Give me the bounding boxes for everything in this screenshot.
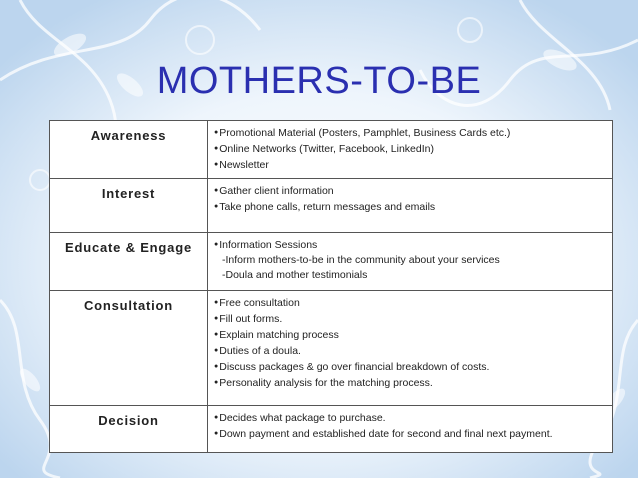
list-item <box>214 268 608 283</box>
funnel-table <box>49 120 613 453</box>
list-item-text: Duties of a doula. <box>219 345 301 357</box>
list-item <box>214 141 608 157</box>
stage-label: Interest <box>50 179 208 233</box>
stage-label: Awareness <box>50 121 208 179</box>
bullet-icon: ● <box>214 379 219 386</box>
table-row <box>50 121 613 179</box>
list-item-text: -Doula and mother testimonials <box>222 269 368 281</box>
bullet-icon: ● <box>214 129 219 136</box>
list-item-text: -Inform mothers-to-be in the community about your services <box>222 254 500 266</box>
stage-label: Consultation <box>50 291 208 406</box>
bullet-icon: ● <box>214 187 219 194</box>
list-item <box>214 359 608 375</box>
list-item-text: Discuss packages & go over financial breakdown of costs. <box>219 361 490 373</box>
list-item <box>214 199 608 215</box>
bullet-icon: ● <box>214 161 219 168</box>
list-item <box>214 157 608 173</box>
table-row <box>50 179 613 233</box>
list-item-text: Down payment and established date for second and final next payment. <box>219 428 553 440</box>
list-item <box>214 253 608 268</box>
list-item <box>214 375 608 391</box>
bullet-icon: ● <box>214 414 219 421</box>
list-item-text: Newsletter <box>219 159 269 171</box>
table-row <box>50 291 613 406</box>
list-item-text: Explain matching process <box>219 329 339 341</box>
list-item-text: Promotional Material (Posters, Pamphlet, Business Cards etc.) <box>219 127 511 139</box>
stage-label: Educate & Engage <box>50 233 208 291</box>
list-item <box>214 327 608 343</box>
list-item-text: Online Networks (Twitter, Facebook, LinkedIn) <box>219 143 434 155</box>
list-item <box>214 311 608 327</box>
stage-items <box>208 406 613 453</box>
list-item-text: Information Sessions <box>219 239 318 251</box>
list-item <box>214 426 608 442</box>
list-item <box>214 295 608 311</box>
list-item <box>214 410 608 426</box>
stage-items <box>208 233 613 291</box>
bullet-icon: ● <box>214 145 219 152</box>
stage-label: Decision <box>50 406 208 453</box>
funnel-table-body <box>50 121 613 453</box>
bullet-icon: ● <box>214 347 219 354</box>
table-row <box>50 233 613 291</box>
list-item <box>214 343 608 359</box>
list-item-text: Gather client information <box>219 185 334 197</box>
list-item-text: Fill out forms. <box>219 313 283 325</box>
bullet-icon: ● <box>214 430 219 437</box>
list-item-text: Personality analysis for the matching process. <box>219 377 433 389</box>
list-item <box>214 237 608 253</box>
list-item <box>214 183 608 199</box>
list-item <box>214 125 608 141</box>
list-item-text: Decides what package to purchase. <box>219 412 386 424</box>
table-row <box>50 406 613 453</box>
stage-items <box>208 291 613 406</box>
stage-items <box>208 179 613 233</box>
bullet-icon: ● <box>214 299 219 306</box>
bullet-icon: ● <box>214 203 219 210</box>
slide-title: MOTHERS-TO-BE <box>156 60 482 102</box>
list-item-text: Take phone calls, return messages and emails <box>219 201 436 213</box>
stage-items <box>208 121 613 179</box>
bullet-icon: ● <box>214 241 219 248</box>
bullet-icon: ● <box>214 315 219 322</box>
bullet-icon: ● <box>214 363 219 370</box>
bullet-icon: ● <box>214 331 219 338</box>
list-item-text: Free consultation <box>219 297 300 309</box>
